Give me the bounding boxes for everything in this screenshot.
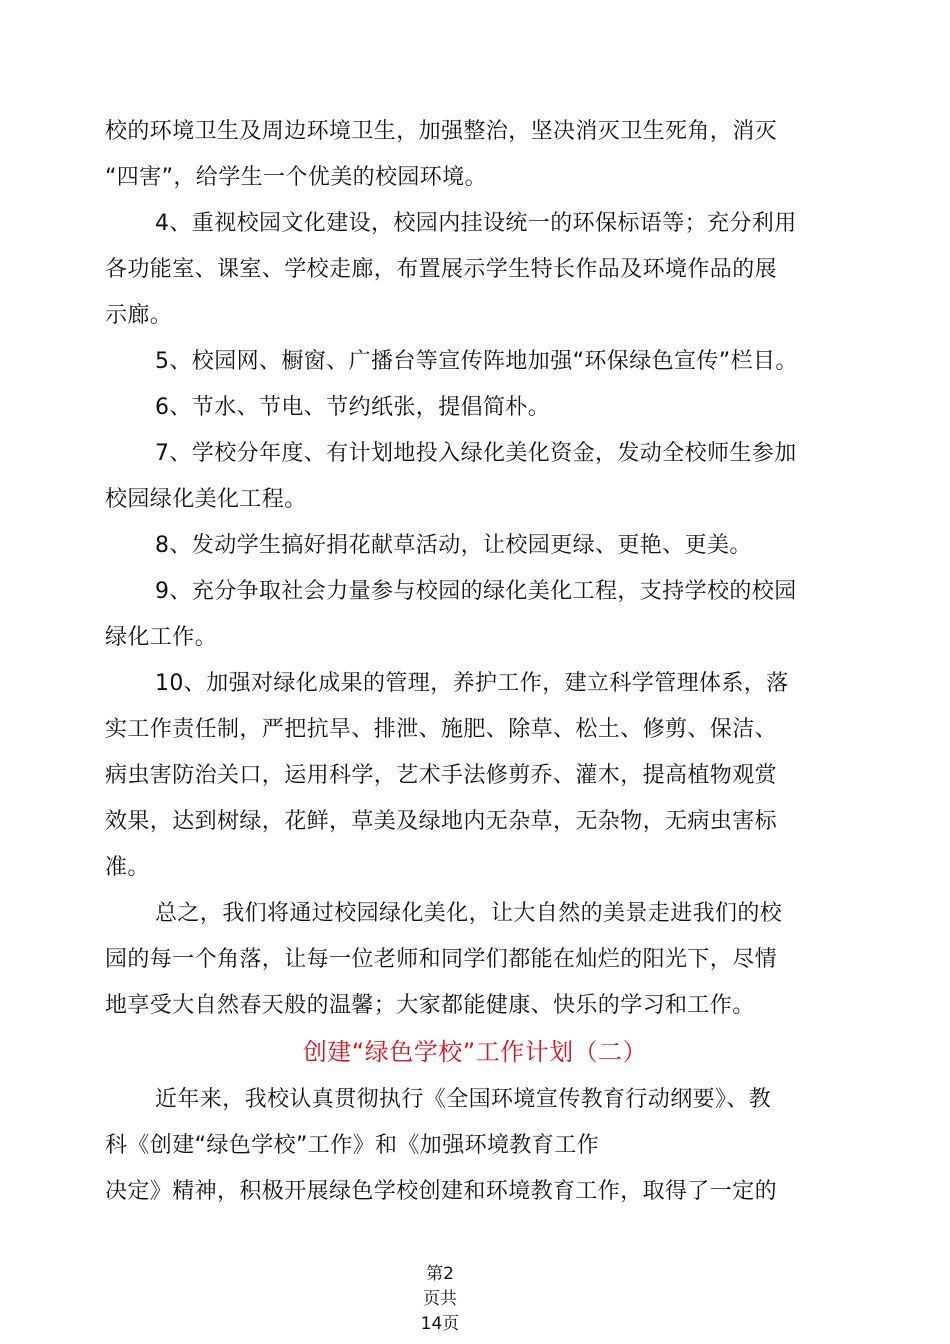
text-line: 示廊。 bbox=[105, 303, 173, 328]
section-title: 创建“绿色学校”工作计划（二） bbox=[302, 1038, 648, 1066]
text-line: 地享受大自然春天般的温馨；大家都能健康、快乐的学习和工作。 bbox=[105, 993, 755, 1018]
page-number-line3: 14页 bbox=[420, 1314, 460, 1334]
text-line: 校园绿化美化工程。 bbox=[105, 487, 307, 512]
text-line: 9、充分争取社会力量参与校园的绿化美化工程，支持学校的校园 bbox=[155, 579, 797, 604]
text-line: 各功能室、课室、学校走廊，布置展示学生特长作品及环境作品的展 bbox=[105, 257, 778, 282]
text-line: 科《创建“绿色学校”工作》和《加强环境教育工作 bbox=[105, 1133, 599, 1158]
text-line: 5、校园网、橱窗、广播台等宣传阵地加强“环保绿色宣传”栏目。 bbox=[155, 349, 798, 374]
text-line: 园的每一个角落，让每一位老师和同学们都能在灿烂的阳光下，尽情 bbox=[105, 947, 778, 972]
text-line: 总之，我们将通过校园绿化美化，让大自然的美景走进我们的校 bbox=[155, 901, 783, 926]
text-line: 效果，达到树绿，花鲜，草美及绿地内无杂草，无杂物，无病虫害标 bbox=[105, 809, 778, 834]
text-line: 绿化工作。 bbox=[105, 625, 218, 650]
text-line: 6、节水、节电、节约纸张，提倡简朴。 bbox=[155, 395, 551, 420]
text-line: 决定》精神，积极开展绿色学校创建和环境教育工作，取得了一定的 bbox=[105, 1179, 778, 1204]
page-number-line1: 第2 bbox=[426, 1264, 454, 1284]
text-line: 10、加强对绿化成果的管理，养护工作，建立科学管理体系，落 bbox=[155, 671, 789, 696]
text-line: 8、发动学生搞好捐花献草活动，让校园更绿、更艳、更美。 bbox=[155, 533, 752, 558]
text-line: “四害”，给学生一个优美的校园环境。 bbox=[105, 165, 487, 190]
text-line: 7、学校分年度、有计划地投入绿化美化资金，发动全校师生参加 bbox=[155, 441, 797, 466]
text-line: 病虫害防治关口，运用科学，艺术手法修剪乔、灌木，提高植物观赏 bbox=[105, 763, 778, 788]
text-line: 准。 bbox=[105, 855, 150, 880]
text-line: 4、重视校园文化建设，校园内挂设统一的环保标语等；充分利用 bbox=[155, 211, 797, 236]
text-line: 实工作责任制，严把抗旱、排泄、施肥、除草、松土、修剪、保洁、 bbox=[105, 717, 778, 742]
page-number-line2: 页共 bbox=[423, 1289, 457, 1309]
text-line: 近年来，我校认真贯彻执行《全国环境宣传教育行动纲要》、教 bbox=[155, 1087, 772, 1112]
text-line: 校的环境卫生及周边环境卫生，加强整治，坚决消灭卫生死角，消灭 bbox=[105, 119, 778, 144]
